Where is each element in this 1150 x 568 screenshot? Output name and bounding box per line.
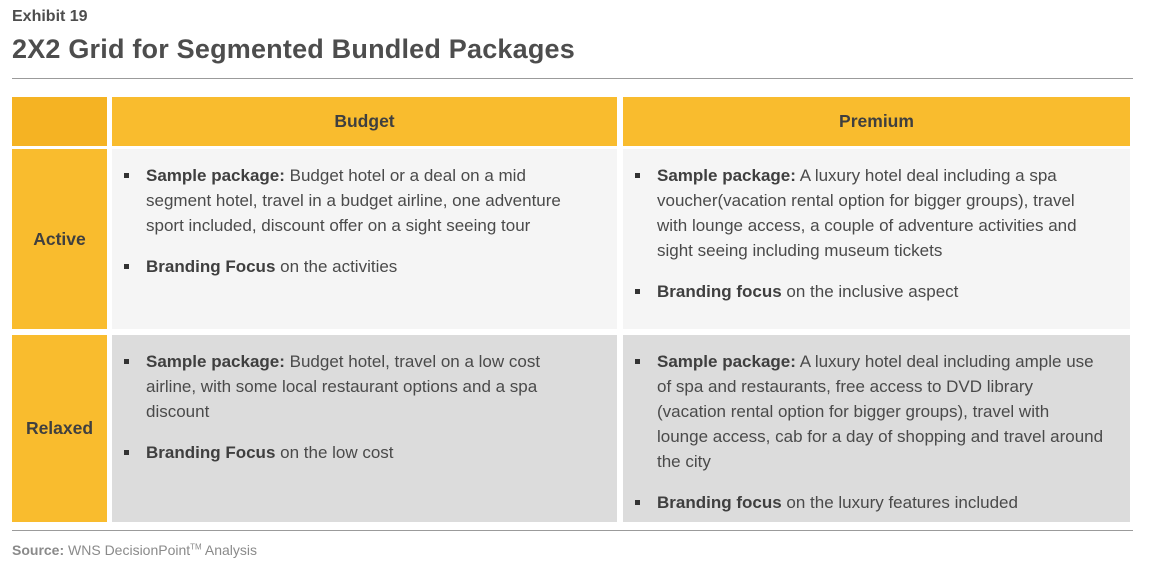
item-text: on the luxury features included: [781, 493, 1018, 512]
cell-active-premium: [623, 149, 1130, 329]
list-item: [124, 440, 591, 465]
source-suffix: Analysis: [201, 542, 257, 558]
item-text: Budget hotel, travel on a low cost airline, with some local restaurant options and a spa discount: [146, 352, 541, 421]
corner-cell: [12, 97, 107, 146]
bullet-list: [635, 349, 1104, 515]
bullet-list: [124, 349, 591, 465]
item-label: Branding focus: [657, 282, 782, 301]
list-item: [124, 349, 591, 424]
source-note: [12, 542, 257, 558]
page-title: 2X2 Grid for Segmented Bundled Packages: [12, 34, 575, 64]
item-label: Sample package:: [657, 352, 796, 371]
column-header-premium: Premium: [623, 97, 1130, 146]
row-header-active: Active: [12, 149, 107, 329]
item-label: Branding Focus: [146, 443, 276, 462]
cell-relaxed-premium: [623, 335, 1130, 522]
top-divider: [12, 78, 1133, 79]
item-text: A luxury hotel deal including ample use of spa and restaurants, free access to DVD library (vacation rental option for bigger groups), travel with lounge access, cab for a day of shopping and travel around the city: [657, 352, 1104, 471]
cell-relaxed-budget: [112, 335, 617, 522]
row-header-relaxed: Relaxed: [12, 335, 107, 522]
column-header-budget: Budget: [112, 97, 617, 146]
item-text: on the inclusive aspect: [781, 282, 959, 301]
item-text: on the activities: [275, 257, 398, 276]
item-label: Sample package:: [146, 166, 285, 185]
bottom-divider: [12, 530, 1133, 531]
list-item: [635, 490, 1104, 515]
cell-active-budget: [112, 149, 617, 329]
item-text: A luxury hotel deal including a spa voucher(vacation rental option for bigger groups), travel with lounge access, a couple of adventure activities and sight seeing including museum tickets: [657, 166, 1077, 260]
bullet-list: [124, 163, 591, 279]
list-item: [124, 254, 591, 279]
item-text: on the low cost: [275, 443, 394, 462]
grid-table: [12, 97, 1130, 522]
item-label: Branding Focus: [146, 257, 276, 276]
exhibit-label: Exhibit 19: [12, 8, 88, 25]
list-item: [635, 279, 1104, 304]
source-label: Source:: [12, 542, 65, 558]
item-label: Branding focus: [657, 493, 782, 512]
trademark-mark: TM: [190, 542, 202, 552]
source-text: WNS DecisionPoint: [64, 542, 191, 558]
list-item: [124, 163, 591, 238]
item-label: Sample package:: [146, 352, 285, 371]
list-item: [635, 163, 1104, 263]
item-label: Sample package:: [657, 166, 796, 185]
list-item: [635, 349, 1104, 474]
item-text: Budget hotel or a deal on a mid segment hotel, travel in a budget airline, one adventure sport included, discount offer on a sight seeing tour: [146, 166, 561, 235]
bullet-list: [635, 163, 1104, 304]
